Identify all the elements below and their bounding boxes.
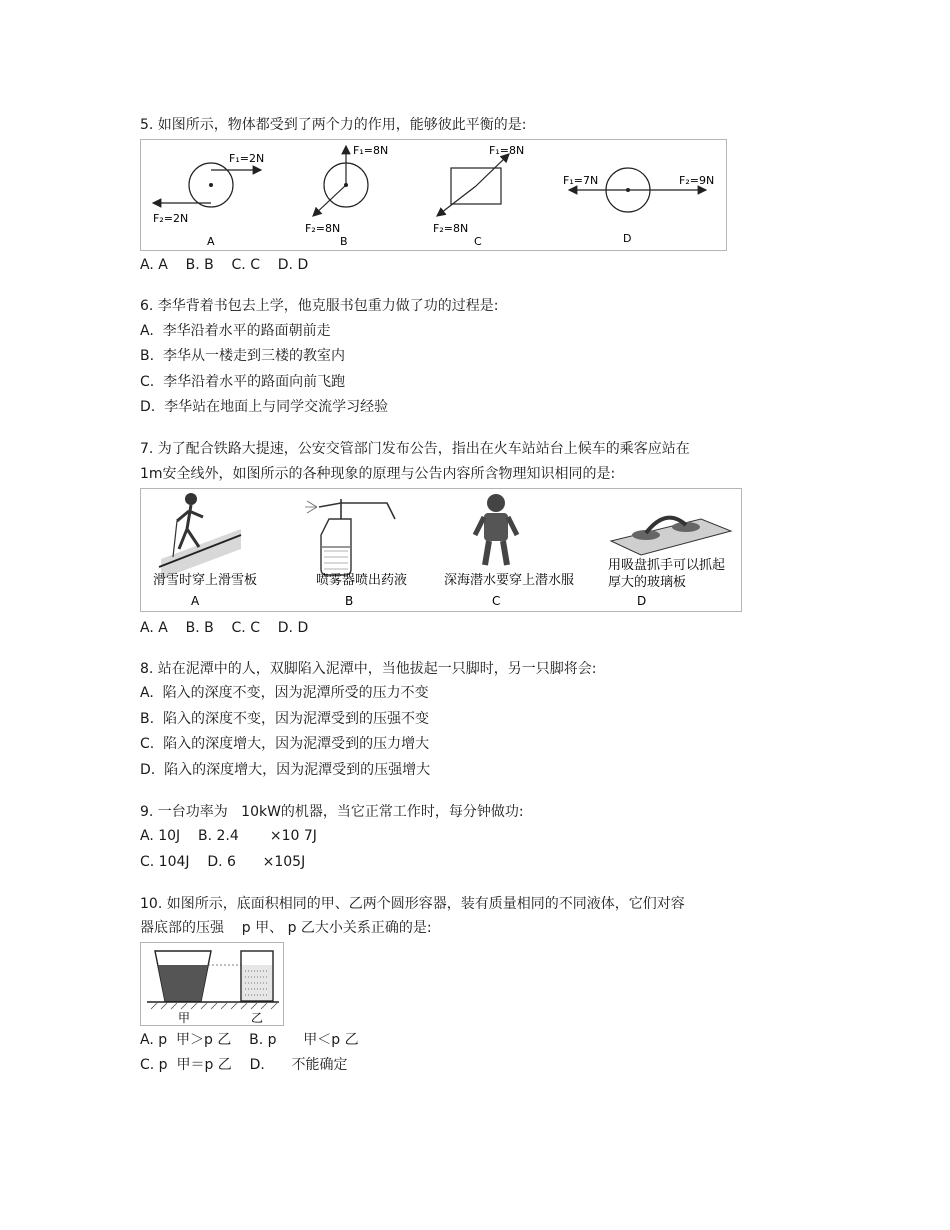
q5-diagram-b [305, 144, 388, 248]
q5-diagram-d [563, 168, 714, 245]
q7-options: A. A B. B C. C D. D [140, 620, 309, 636]
q10-options-line1: A. p 甲＞p 乙 B. p 甲＜p 乙 [140, 1032, 359, 1048]
q10-container-jia [155, 951, 211, 1001]
q10-options-line2: C. p 甲＝p 乙 D. 不能确定 [140, 1057, 348, 1073]
q7-diver-picture [475, 494, 517, 565]
q5-options: A. A B. B C. C D. D [140, 257, 309, 273]
q5-stem: 5. 如图所示，物体都受到了两个力的作用，能够彼此平衡的是: [140, 117, 527, 133]
q7-d-caption-1: 用吸盘抓手可以抓起 [608, 558, 726, 573]
q7-stem-line1: 7. 为了配合铁路大提速，公安交管部门发布公告，指出在火车站站台上候车的乘客应站在 [140, 441, 690, 457]
q10-stem-line2: 器底部的压强 p 甲、 p 乙大小关系正确的是: [140, 920, 432, 936]
q6-option-a: A. 李华沿着水平的路面朝前走 [140, 323, 331, 339]
q8-option-d: D. 陷入的深度增大，因为泥潭受到的压强增大 [140, 762, 431, 778]
q5-c-label: C [474, 235, 482, 248]
q10-stem-line1: 10. 如图所示，底面积相同的甲、乙两个圆形容器，装有质量相同的不同液体，它们对容 [140, 896, 685, 912]
q5-diagram-a [153, 152, 264, 248]
q7-d-label: D [637, 594, 647, 608]
q6-option-c: C. 李华沿着水平的路面向前飞跑 [140, 374, 346, 390]
q5-a-label: A [207, 235, 215, 248]
q7-sprayer-picture [305, 499, 395, 575]
q7-c-caption: 深海潜水要穿上潜水服 [444, 573, 575, 588]
q5-d-label: D [623, 232, 632, 245]
q5-a-f2: F₂=2N [153, 212, 189, 225]
q5-b-label: B [340, 235, 348, 248]
q8-stem: 8. 站在泥潭中的人，双脚陷入泥潭中，当他拔起一只脚时，另一只脚将会: [140, 661, 597, 677]
q7-a-label: A [191, 594, 200, 608]
q5-b-f1: F₁=8N [353, 144, 389, 157]
q8-option-b: B. 陷入的深度不变，因为泥潭受到的压强不变 [140, 711, 429, 727]
q5-c-f1: F₁=8N [489, 144, 525, 157]
q7-a-caption: 滑雪时穿上滑雪板 [153, 573, 258, 588]
q10-container-yi [241, 951, 273, 1001]
q8-option-a: A. 陷入的深度不变，因为泥潭所受的压力不变 [140, 685, 429, 701]
q5-d-f1: F₁=7N [563, 174, 599, 187]
q9-options-line2: C. 104J D. 6 ×105J [140, 854, 306, 870]
q5-figure [140, 139, 727, 251]
q5-c-f2: F₂=8N [433, 222, 469, 235]
q7-stem-line2: 1m安全线外，如图所示的各种现象的原理与公告内容所含物理知识相同的是: [140, 466, 616, 482]
q7-b-caption: 喷雾器喷出药液 [316, 573, 408, 588]
q6-option-b: B. 李华从一楼走到三楼的教室内 [140, 348, 345, 364]
q6-stem: 6. 李华背着书包去上学，他克服书包重力做了功的过程是: [140, 298, 499, 314]
q10-label-jia: 甲 [178, 1011, 191, 1025]
q5-d-f2: F₂=9N [679, 174, 715, 187]
q9-stem: 9. 一台功率为 10kW的机器，当它正常工作时，每分钟做功: [140, 804, 524, 820]
q6-option-d: D. 李华站在地面上与同学交流学习经验 [140, 399, 389, 415]
q7-skier-picture [159, 493, 241, 579]
q7-figure [140, 488, 742, 612]
q5-a-f1: F₁=2N [229, 152, 265, 165]
q10-figure [140, 942, 284, 1026]
q9-options-line1: A. 10J B. 2.4 ×10 7J [140, 828, 317, 844]
q7-c-label: C [492, 594, 501, 608]
q7-d-caption-2: 厚大的玻璃板 [608, 575, 687, 590]
q7-suction-cup-picture [611, 518, 731, 555]
q5-diagram-c [433, 144, 524, 248]
q7-b-label: B [345, 594, 354, 608]
q8-option-c: C. 陷入的深度增大，因为泥潭受到的压力增大 [140, 736, 430, 752]
q5-b-f2: F₂=8N [305, 222, 341, 235]
q10-label-yi: 乙 [251, 1011, 264, 1025]
